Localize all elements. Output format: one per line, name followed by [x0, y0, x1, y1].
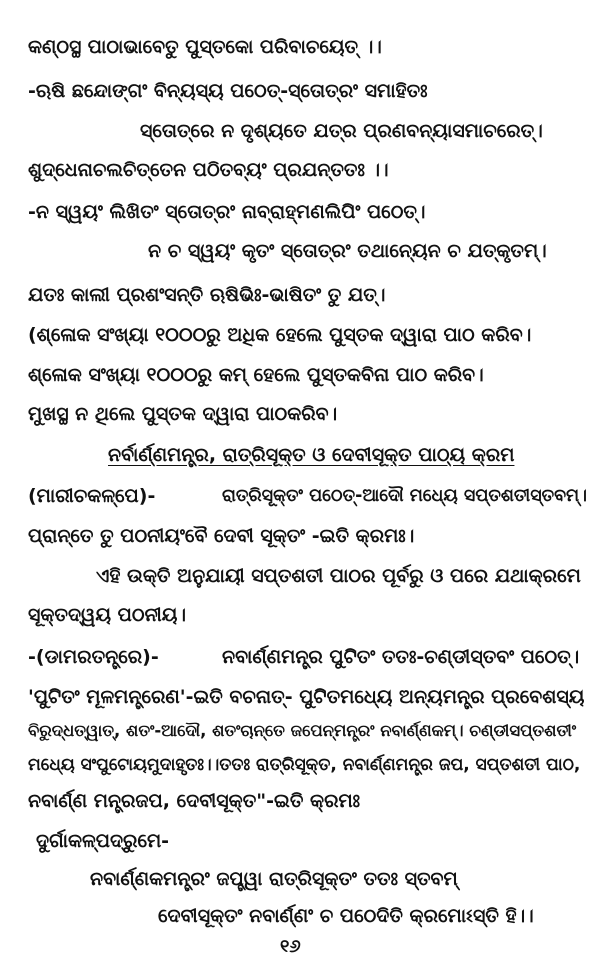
page-number: ୧୬ — [280, 936, 301, 957]
text-line: ନବାର୍ଣ୍ଣ ମନ୍ତ୍ରଜପ, ଦେବୀସୂକ୍ତ"-ଇତି କ୍ରମଃ — [28, 790, 361, 812]
text-line: ଦେବୀସୂକ୍ତଂ ନବାର୍ଣ୍ଣଂ ଚ ପଠେଦିତି କ୍ରମୋଽସ୍ତି ହି।। — [158, 905, 534, 927]
text-line: ଶ୍ଳୋକ ସଂଖ୍ୟା ୧୦୦୦ରୁ କମ୍ ହେଲେ ପୁସ୍ତକବିନା ପାଠ କରିବ। — [28, 364, 484, 386]
text-line: ଯତଃ କାଲୀ ପ୍ରଶଂସନ୍ତି ଋଷିଭିଃ-ଭାଷିତଂ ତୁ ଯତ୍। — [28, 284, 386, 306]
section-heading: ନର୍ବାର୍ଣ୍ଣମନ୍ତ୍ର, ରାତ୍ରିସୂକ୍ତ ଓ ଦେବୀସୂକ୍ତ ପାଠ୍ୟ କ୍ରମ — [108, 444, 515, 466]
text-line: -ଋଷି ଛନ୍ଦୋଙ୍ଗଂ ବିନ୍ୟସ୍ୟ ପଠେତ୍-ସ୍ତୋତ୍ରଂ ସମାହିତଃ — [28, 80, 428, 102]
text-line: ଏହି ଉକ୍ତି ଅନୁଯାୟୀ ସପ୍ତଶତୀ ପାଠର ପୂର୍ବରୁ ଓ ପରେ ଯଥାକ୍ରମେ — [96, 565, 581, 587]
text-line: ନ ଚ ସ୍ୱୟଂ କୃତଂ ସ୍ତୋତ୍ରଂ ତଥାନ୍ୟେନ ଚ ଯତ୍କୃତମ୍। — [148, 240, 547, 262]
text-line: ମୁଖସ୍ଥ ନ ଥିଲେ ପୁସ୍ତକ ଦ୍ୱାରା ପାଠକରିବ। — [28, 403, 338, 425]
text-line: ନବାର୍ଣ୍ଣମନ୍ତ୍ର ପୁଟିତଂ ତତଃ-ଚଣ୍ଡୀସ୍ତବଂ ପଠେତ୍। — [222, 646, 580, 668]
text-line: -ନ ସ୍ୱୟଂ ଲିଖିତଂ ସ୍ତୋତ୍ରଂ ନାବ୍ରାହ୍ମଣଲିପିଂ ପଠେତ୍। — [28, 201, 426, 223]
text-line: ଦୁର୍ଗାକଳ୍ପଦ୍ରୁମେ- — [36, 830, 170, 852]
text-line: ସ୍ତୋତ୍ରେ ନ ଦୃଶ୍ୟତେ ଯତ୍ର ପ୍ରଣବନ୍ୟାସମାଚରେତ୍। — [140, 120, 543, 142]
text-line: ଶୁଦ୍ଧେନାଚଲଚିତ୍ତେନ ପଠିତବ୍ୟଂ ପ୍ରଯନ୍ତତଃ ।। — [28, 159, 389, 181]
text-line: ରାତ୍ରିସୂକ୍ତଂ ପଠେତ୍-ଆଦୌ ମଧ୍ୟେ ସପ୍ତଶତୀସ୍ତବମ୍। — [222, 486, 588, 506]
text-line: ବିରୁଦ୍ଧତ୍ୱାତ୍, ଶତଂ-ଆଦୌ, ଶତଂଚାନ୍ତେ ଜପେନ୍ମନ୍ତ୍ରଂ ନବାର୍ଣ୍ଣକମ୍। ଚଣ୍ଡୀସପ୍ତଶତୀଂ — [28, 721, 577, 740]
text-line: ନବାର୍ଣ୍ଣକମନ୍ତ୍ରଂ ଜପ୍ତ୍ୱା ରାତ୍ରିସୂକ୍ତଂ ତତଃ ସ୍ତବମ୍ — [90, 868, 458, 890]
text-line: ସୂକ୍ତଦ୍ୱୟ ପଠନୀୟ। — [28, 604, 187, 626]
text-line: କଣ୍ଠସ୍ଥ ପାଠାଭାବେତୁ ପୁସ୍ତକୋ ପରିବାଚୟେତ୍ ।। — [28, 36, 382, 58]
text-line: 'ପୁଟିତଂ ମୂଳମନ୍ତ୍ରେଣ'-ଇତି ବଚନାତ୍- ପୁଟିତମଧ୍ୟେ ଅନ୍ୟମନ୍ତ୍ର ପ୍ରବେଶସ୍ୟ — [28, 686, 585, 708]
text-line: (ଶ୍ଳୋକ ସଂଖ୍ୟା ୧୦୦୦ରୁ ଅଧିକ ହେଲେ ପୁସ୍ତକ ଦ୍ୱାରା ପାଠ କରିବ। — [28, 324, 532, 346]
text-line: (ମାରୀଚକଳ୍ପେ)- — [28, 485, 156, 507]
text-line: ପ୍ରାନ୍ତେ ତୁ ପଠନୀୟଂବୈ ଦେବୀ ସୂକ୍ତଂ -ଇତି କ୍ରମଃ। — [28, 525, 415, 547]
text-line: ମଧ୍ୟେ ସଂପୁଟୋୟମୁଦାହୃତଃ।।ତତଃ ରାତ୍ରିସୂକ୍ତ, ନବାର୍ଣ୍ଣମନ୍ତ୍ର ଜପ, ସପ୍ତଶତୀ ପାଠ, — [28, 755, 581, 775]
text-line: -(ଡାମରତନ୍ତ୍ରେ)- — [28, 646, 159, 668]
